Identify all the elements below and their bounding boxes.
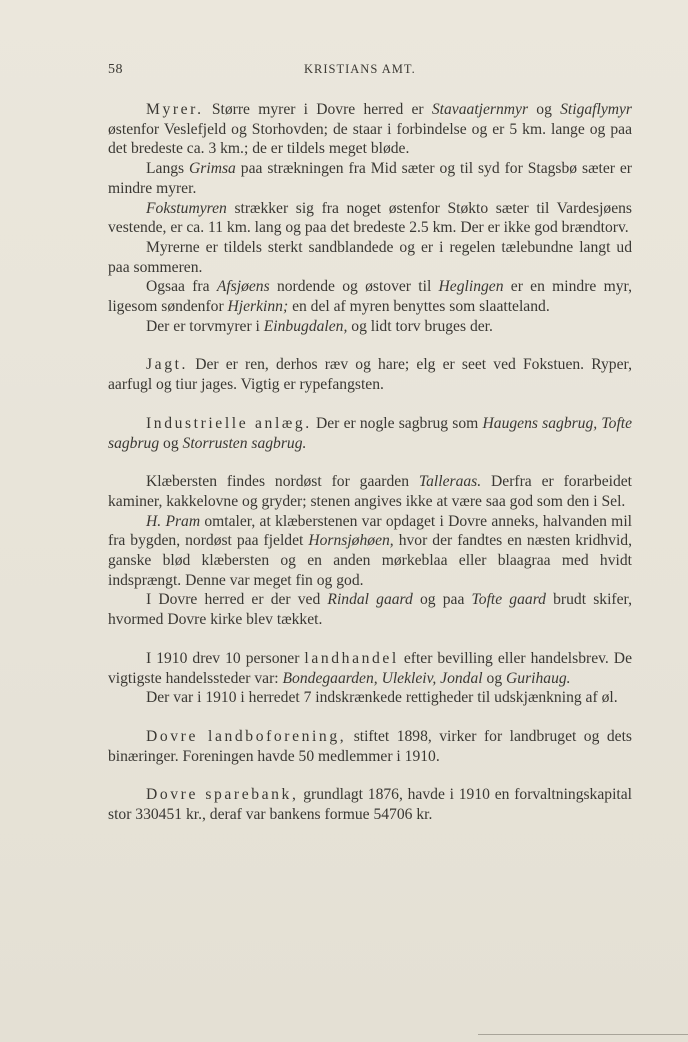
page-body: [108, 100, 632, 825]
section-lead-industri: Industrielle anlæg.: [146, 414, 312, 432]
paragraph-industri: [108, 414, 632, 453]
place-name: Tofte gaard: [471, 591, 546, 609]
text: Der er nogle sagbrug som: [311, 414, 483, 432]
text: hvor der fandtes en næsten kridhvid, ganske blød klæbersten og en anden mørkeblaa eller blaagraa med hvidt indsprængt. Denne var meget fin og god.: [108, 532, 632, 589]
person-name: H. Pram: [146, 512, 201, 530]
paragraph-skifer: [108, 590, 632, 629]
text: Derfra er forarbeidet kaminer, kakkelovne og gryder; stenen angives ikke at være saa god som den i Sel.: [108, 473, 633, 510]
paragraph-torvmyrer: [108, 317, 632, 337]
paragraph-fokstumyren: [108, 199, 632, 238]
place-name: Fokstumyren: [146, 199, 227, 217]
place-name: Tofte sagbrug: [108, 414, 633, 452]
page-number: 58: [108, 62, 123, 77]
text: nordende og østover til: [269, 278, 439, 296]
paragraph-myrerne: Myrerne er tildels sterkt sandblandede og er i regelen tælebundne langt ud paa sommeren.: [108, 238, 632, 276]
place-name: Afsjøens: [216, 278, 270, 296]
text: Klæbersten findes nordøst for gaarden: [146, 473, 419, 491]
place-name: Stigaflymyr: [560, 101, 633, 118]
text: og: [159, 434, 183, 452]
place-name: Bondegaarden,: [282, 669, 378, 687]
text: Der er torvmyrer i: [146, 317, 264, 335]
place-name: Talleraas.: [418, 473, 482, 491]
place-name: Ulekleiv,: [381, 669, 437, 687]
place-name: Jondal: [440, 669, 483, 687]
text: og lidt torv bruges der.: [347, 317, 493, 335]
text: paa strækningen fra Mid sæter og til syd for Stagsbø sæter er mindre myrer.: [108, 160, 632, 197]
bottom-rule: [478, 1034, 688, 1035]
text: østenfor Veslefjeld og Storhovden; de staar i forbindelse og er 5 km. lange og paa det bredeste ca. 3 km.; de er tildels meget bløde.: [108, 120, 632, 158]
text: efter bevilling eller handelsbrev. De vigtigste handelssteder var:: [108, 649, 632, 687]
paragraph-rettigheder: Der var i 1910 i herredet 7 indskrænkede rettigheder til udskjænkning af øl.: [146, 689, 618, 707]
text: Der er ren, derhos ræv og hare; elg er seet ved Fokstuen. Ryper, aarfugl og tiur jages. Vigtig er rypefangsten.: [108, 356, 632, 394]
text: og: [528, 101, 561, 118]
section-lead-jagt: Jagt.: [146, 356, 189, 374]
place-name: Heglingen: [438, 278, 504, 296]
text: Langs: [146, 160, 190, 178]
paragraph-sparebank: [108, 785, 632, 824]
text: I Dovre herred er der ved: [146, 591, 328, 609]
text: og paa: [412, 591, 472, 609]
running-head: KRISTIANS AMT.: [304, 62, 416, 76]
place-name: Haugens sagbrug,: [482, 414, 598, 432]
text: strækker sig fra noget østenfor Støkto sæter til Vardesjøens vestende, er ca. 11 km. lang og paa det bredeste 2.5 km. Der er ikke god brændtorv.: [108, 199, 632, 237]
spaced-term: landhandel: [304, 649, 399, 667]
place-name: Storrusten sagbrug.: [182, 434, 307, 452]
paragraph-afsjoen: [108, 277, 632, 316]
paragraph-klaebersten: [108, 472, 632, 511]
paragraph-landboforening: [108, 727, 632, 766]
text: grundlagt 1876, havde i 1910 en forvaltningskapital stor 330451 kr., deraf var bankens formue 54706 kr.: [108, 786, 632, 824]
text: brudt skifer, hvormed Dovre kirke blev tækket.: [108, 591, 632, 629]
paragraph-pram: [108, 512, 632, 591]
paragraph-grimsa: [108, 159, 632, 198]
text: en del af myren benyttes som slaatteland.: [288, 298, 550, 316]
text: er en mindre myr, ligesom søndenfor: [108, 278, 632, 316]
text: omtaler, at klæberstenen var opdaget i Dovre anneks, halvanden mil fra bygden, nordøst paa fjeldet: [108, 512, 632, 550]
place-name: Grimsa: [189, 160, 236, 178]
text: I 1910 drev 10 personer: [146, 649, 305, 667]
place-name: Hjerkinn;: [227, 298, 289, 316]
place-name: Rindal gaard: [327, 591, 413, 609]
section-lead-myrer: Myrer.: [146, 101, 204, 118]
text: og: [482, 669, 507, 687]
paragraph-landhandel: [108, 649, 632, 688]
place-name: Einbugdalen,: [263, 317, 348, 335]
paragraph-myrer: [108, 100, 632, 159]
text: Ogsaa fra: [146, 278, 217, 296]
section-lead-sparebank: Dovre sparebank,: [146, 786, 299, 804]
place-name: Gurihaug.: [506, 669, 571, 687]
place-name: Stavaatjernmyr: [431, 101, 529, 118]
text: stiftet 1898, virker for landbruget og dets binæringer. Foreningen havde 50 medlemmer i 1910.: [108, 727, 632, 765]
paragraph-jagt: [108, 355, 632, 394]
section-lead-landbo: Dovre landboforening,: [146, 727, 347, 745]
text: Større myrer i Dovre herred er: [203, 101, 432, 118]
page-header: [108, 62, 636, 84]
place-name: Hornsjøhøen,: [308, 532, 394, 550]
